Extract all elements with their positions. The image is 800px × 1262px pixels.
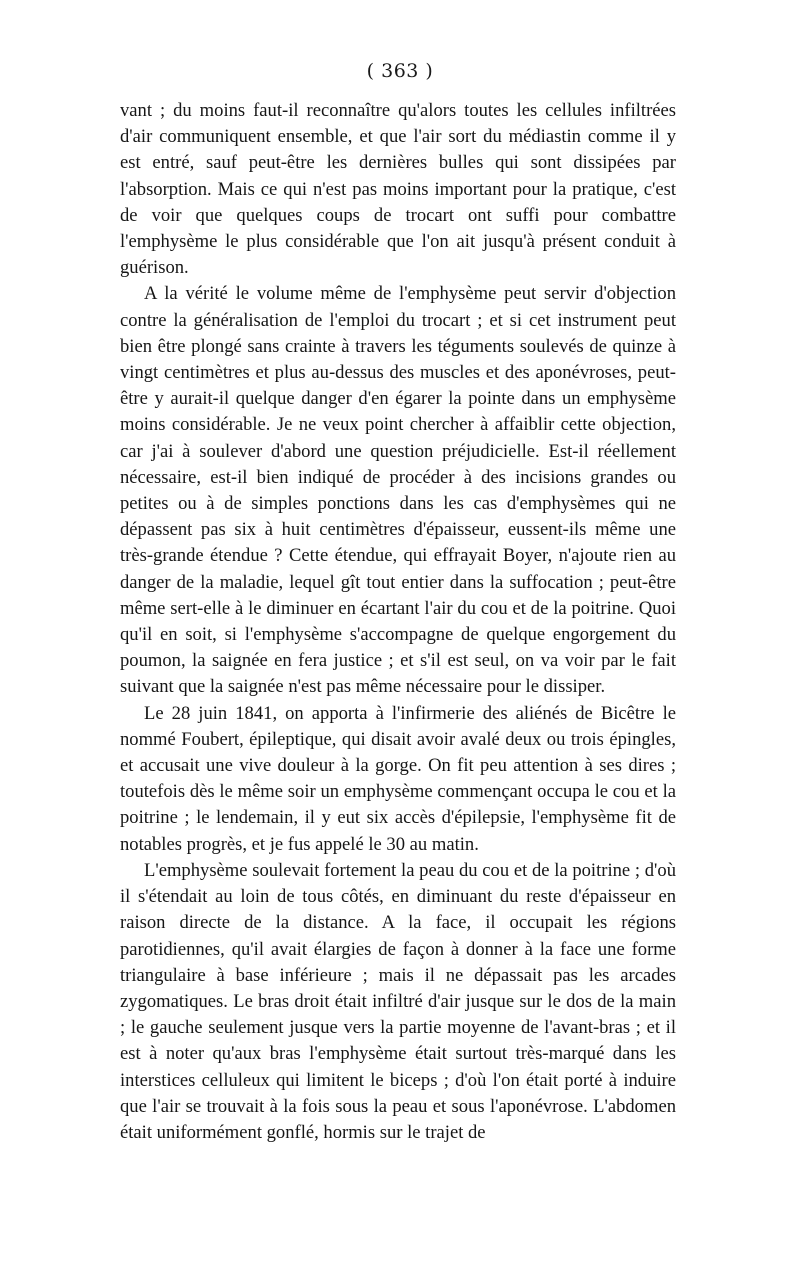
paragraph-emphysema-description: L'emphysème soulevait fortement la peau du cou et de la poitrine ; d'où il s'étendait au loin de tous côtés, en diminuant du reste d'épaisseur en raison directe de la distance. A la face, il occupait les régions parotidiennes, qu'il avait élargies de façon à donner à la face une forme triangulaire à base inférieure ; mais il ne dépassait pas les arcades zygomatiques. Le bras droit était infiltré d'air jusque sur le dos de la main ; le gauche seulement jusque vers la partie moyenne de l'avant-bras ; et il est à noter qu'aux bras l'emphysème était surtout très-marqué dans les interstices celluleux qui limitent le biceps ; d'où l'on était porté à induire que l'air se trouvait à la fois sous la peau et sous l'aponévrose. L'abdomen était uniformément gonflé, hormis sur le trajet de [120, 859, 676, 1143]
paragraph-case-foubert: Le 28 juin 1841, on apporta à l'infirmerie des aliénés de Bicêtre le nommé Foubert, épileptique, qui disait avoir avalé deux ou trois épingles, et accusait une vive douleur à la gorge. On fit peu attention à ses dires ; toutefois dès le même soir un emphysème commençant occupa le cou et la poitrine ; le lendemain, il y eut six accès d'épilepsie, l'emphysème fit de notables progrès, et je fus appelé le 30 au matin. [120, 702, 676, 855]
paragraph-continuation: vant ; du moins faut-il reconnaître qu'alors toutes les cellules infiltrées d'air communiquent ensemble, et que l'air sort du médiastin comme il y est entré, sauf peut-être les dernières bulles qui sont dissipées par l'absorption. Mais ce qui n'est pas moins important pour la pratique, c'est de voir que quelques coups de trocart ont suffi pour combattre l'emphysème le plus considérable que l'on ait jusqu'à présent conduit à guérison. [120, 100, 676, 279]
page-number: ( 363 ) [366, 60, 434, 82]
body-text [120, 98, 676, 1146]
paragraph-trocart-objection: A la vérité le volume même de l'emphysème peut servir d'objection contre la généralisation de l'emploi du trocart ; et si cet instrument peut bien être plongé sans crainte à travers les téguments soulevés de quinze à vingt centimètres et plus au-dessus des muscles et des aponévroses, peut-être y aurait-il quelque danger d'en égarer la pointe dans un emphysème moins considérable. Je ne veux point chercher à affaiblir cette objection, car j'ai à soulever d'abord une question préjudicielle. Est-il réellement nécessaire, est-il bien indiqué de procéder à des incisions grandes ou petites ou à de simples ponctions dans les cas d'emphysèmes qui ne dépassent pas six à huit centimètres d'épaisseur, eussent-ils même une très-grande étendue ? Cette étendue, qui effrayait Boyer, n'ajoute rien au danger de la maladie, lequel gît tout entier dans la suffocation ; peut-être même sert-elle à le diminuer en écartant l'air du cou et de la poitrine. Quoi qu'il en soit, si l'emphysème s'accompagne de quelque engorgement du poumon, la saignée en fera justice ; et s'il est seul, on va voir par le fait suivant que la saignée n'est pas même nécessaire pour le dissiper. [120, 283, 676, 698]
